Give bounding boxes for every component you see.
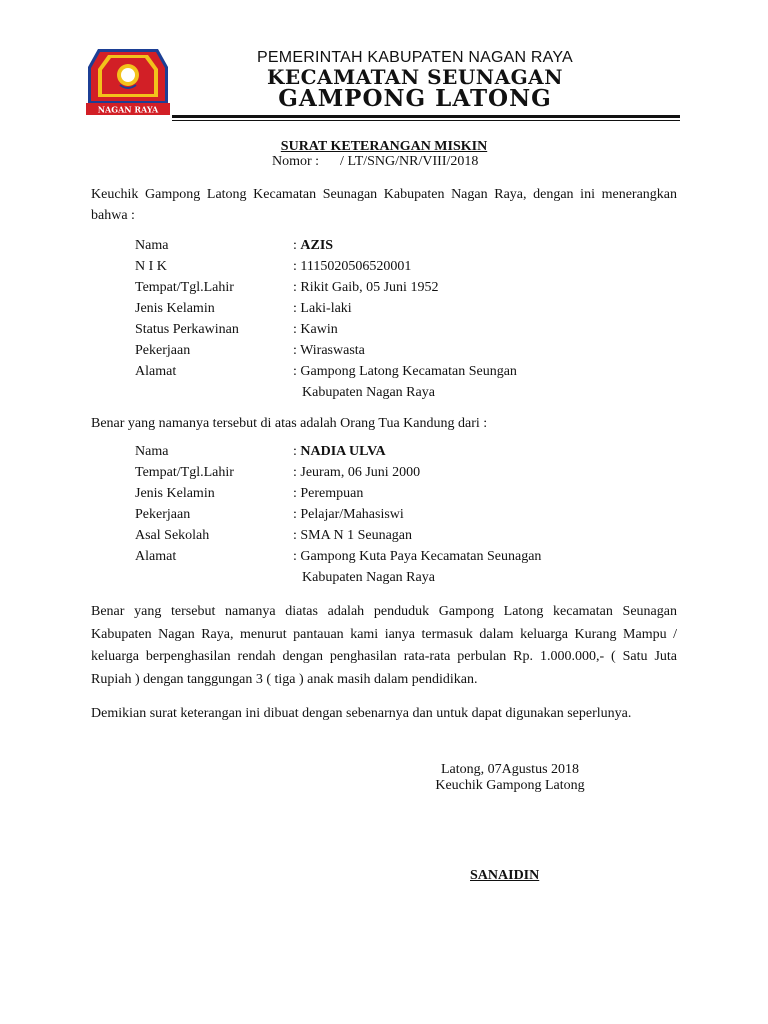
field-value-cell — [293, 256, 517, 277]
document-number: Nomor : / LT/SNG/NR/VIII/2018 — [272, 154, 479, 169]
nagan-raya-emblem-logo — [86, 47, 170, 115]
person2-row — [135, 441, 541, 462]
letterhead-divider-thick — [172, 115, 680, 118]
field-value: Laki-laki — [300, 301, 352, 316]
field-value: Pelajar/Mahasiswi — [300, 507, 404, 522]
field-value-cell — [293, 319, 517, 340]
person1-details-table — [135, 235, 517, 403]
field-label: Nama — [135, 238, 169, 253]
relation-paragraph: Benar yang namanya tersebut di atas adalah Orang Tua Kandung dari : — [91, 416, 488, 431]
letterhead-district: KECAMATAN SEUNAGAN — [267, 65, 563, 89]
person2-row — [135, 483, 541, 504]
field-colon: : — [293, 343, 301, 358]
field-colon: : — [293, 486, 301, 501]
field-colon: : — [293, 507, 301, 522]
field-label: Jenis Kelamin — [135, 301, 215, 316]
field-value: NADIA ULVA — [300, 444, 386, 459]
statement-paragraph: Benar yang tersebut namanya diatas adalah penduduk Gampong Latong kecamatan Seunagan Kabupaten Nagan Raya, menurut pantauan kami ianya termasuk dalam keluarga Kurang Mampu / keluarga berpenghasilan rendah dengan penghasilan rata-rata perbulan Rp. 1.000.000,- ( Satu Juta Rupiah ) dengan tanggungan 3 ( tiga ) anak masih dalam pendidikan. — [91, 604, 677, 687]
field-value: AZIS — [300, 238, 334, 253]
field-label: Nama — [135, 444, 169, 459]
field-value: 1115020506520001 — [300, 259, 412, 274]
person2-row — [135, 462, 541, 483]
field-colon: : — [293, 301, 301, 316]
letterhead-village: GAMPONG LATONG — [278, 85, 552, 112]
field-value: Perempuan — [300, 486, 364, 501]
field-colon: : — [293, 528, 301, 543]
field-value-cell — [293, 546, 541, 588]
field-value: Kawin — [300, 322, 338, 337]
field-value-cell — [293, 525, 541, 546]
field-colon: : — [293, 259, 301, 274]
field-value-cell — [293, 340, 517, 361]
field-value: Rikit Gaib, 05 Juni 1952 — [300, 280, 439, 295]
letterhead-government: PEMERINTAH KABUPATEN NAGAN RAYA — [257, 49, 573, 66]
field-label: Status Perkawinan — [135, 322, 239, 337]
letterhead-divider-thin — [172, 120, 680, 121]
closing-paragraph: Demikian surat keterangan ini dibuat dengan sebenarnya dan untuk dapat digunakan seperlunya. — [91, 706, 632, 721]
field-value: Gampong Kuta Paya Kecamatan Seunagan — [300, 549, 542, 564]
person2-row — [135, 504, 541, 525]
field-value-cell — [293, 441, 541, 462]
field-label: Tempat/Tgl.Lahir — [135, 465, 234, 480]
field-value-cell — [293, 361, 517, 403]
field-label: Asal Sekolah — [135, 528, 210, 543]
field-label: Jenis Kelamin — [135, 486, 215, 501]
signature-name: SANAIDIN — [470, 868, 540, 883]
field-value-continuation: Kabupaten Nagan Raya — [302, 570, 435, 585]
field-value-cell — [293, 298, 517, 319]
document-title: SURAT KETERANGAN MISKIN — [280, 139, 488, 154]
field-value-cell — [293, 483, 541, 504]
field-label: N I K — [135, 259, 167, 274]
field-label: Alamat — [135, 364, 177, 379]
field-label: Alamat — [135, 549, 177, 564]
field-value-cell — [293, 504, 541, 525]
logo-text: NAGAN RAYA — [97, 104, 159, 115]
person1-row — [135, 277, 517, 298]
field-label: Tempat/Tgl.Lahir — [135, 280, 234, 295]
person1-row — [135, 256, 517, 277]
field-value-continuation: Kabupaten Nagan Raya — [302, 385, 435, 400]
person2-details-table — [135, 441, 541, 588]
field-value: Jeuram, 06 Juni 2000 — [300, 465, 421, 480]
person1-row — [135, 298, 517, 319]
person1-row — [135, 340, 517, 361]
field-label: Pekerjaan — [135, 507, 191, 522]
field-colon: : — [293, 465, 301, 480]
field-value: Wiraswasta — [300, 343, 365, 358]
field-colon: : — [293, 280, 301, 295]
field-colon: : — [293, 322, 301, 337]
signature-role: Keuchik Gampong Latong — [435, 778, 585, 793]
signature-place-date: Latong, 07Agustus 2018 — [440, 762, 580, 777]
person1-row — [135, 235, 517, 256]
field-value: SMA N 1 Seunagan — [300, 528, 413, 543]
intro-paragraph: Keuchik Gampong Latong Kecamatan Seunagan Kabupaten Nagan Raya, dengan ini menerangkan bahwa : — [91, 187, 677, 223]
field-label: Pekerjaan — [135, 343, 191, 358]
person1-row — [135, 319, 517, 340]
field-colon: : — [293, 364, 301, 379]
field-colon: : — [293, 549, 301, 564]
field-colon: : — [293, 444, 301, 459]
field-value: Gampong Latong Kecamatan Seungan — [300, 364, 517, 379]
field-value-cell — [293, 462, 541, 483]
person2-row — [135, 546, 541, 588]
person1-row — [135, 361, 517, 403]
field-value-cell — [293, 235, 517, 256]
field-colon: : — [293, 238, 301, 253]
person2-row — [135, 525, 541, 546]
field-value-cell — [293, 277, 517, 298]
